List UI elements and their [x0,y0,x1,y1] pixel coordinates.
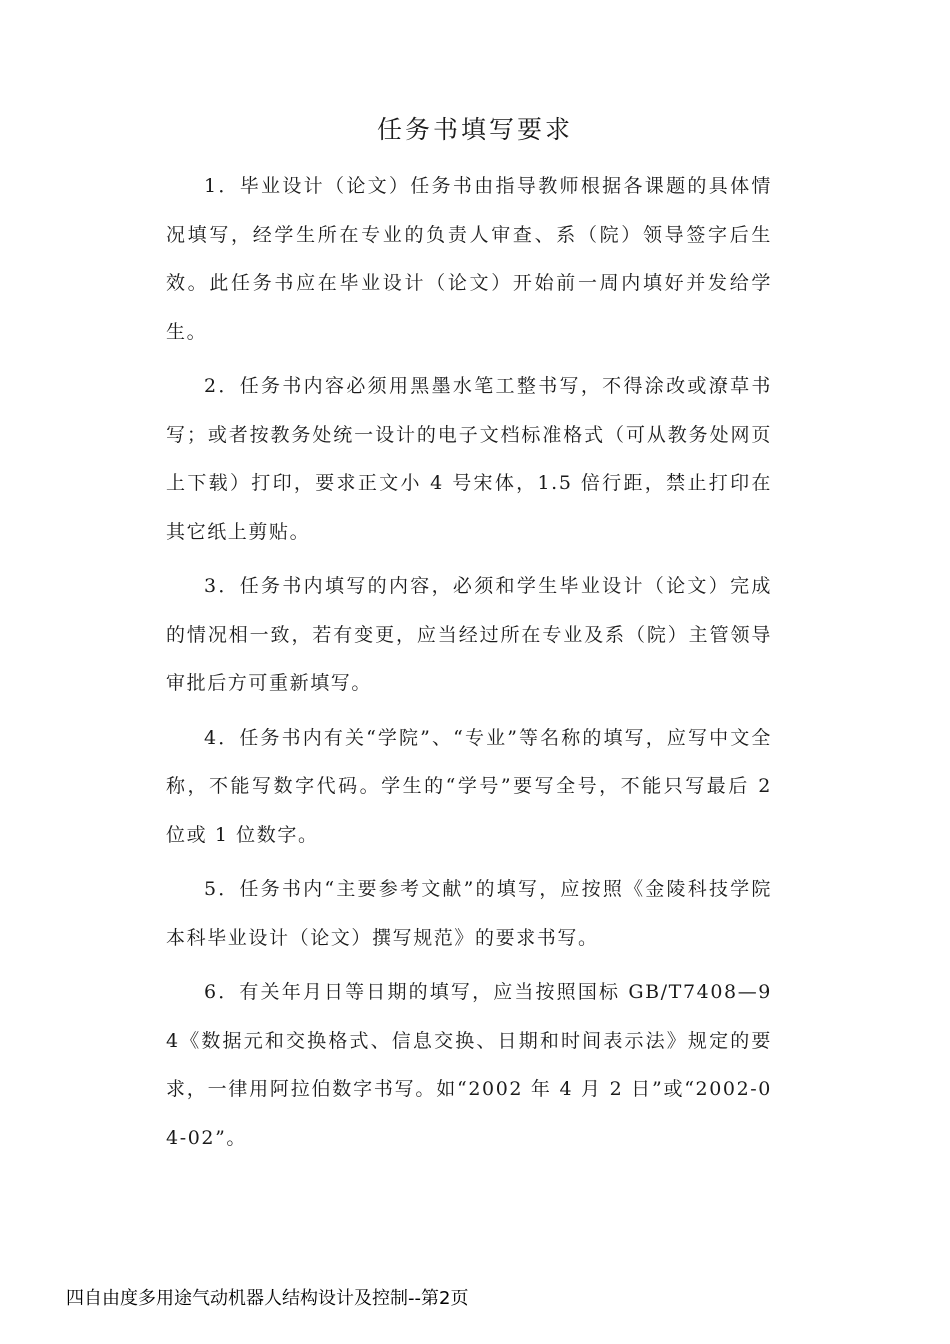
page-title: 任务书填写要求 [376,115,573,144]
requirement-paragraph-2: 2．任务书内容必须用黑墨水笔工整书写，不得涂改或潦草书写；或者按教务处统一设计的电子文档标准格式（可从教务处网页上下载）打印，要求正文小 4 号宋体，1.5 倍行距，禁止打印在其它纸上剪贴。 [166,375,772,543]
requirement-paragraph-3: 3．任务书内填写的内容，必须和学生毕业设计（论文）完成的情况相一致，若有变更，应当经过所在专业及系（院）主管领导审批后方可重新填写。 [166,575,772,694]
requirement-paragraph-1: 1．毕业设计（论文）任务书由指导教师根据各课题的具体情况填写，经学生所在专业的负责人审查、系（院）领导签字后生效。此任务书应在毕业设计（论文）开始前一周内填好并发给学生。 [166,175,772,343]
page-footer: 四自由度多用途气动机器人结构设计及控制--第2页 [66,1288,469,1309]
requirement-paragraph-5: 5．任务书内“主要参考文献”的填写，应按照《金陵科技学院本科毕业设计（论文）撰写规范》的要求书写。 [166,878,772,949]
requirements-body [166,162,772,1168]
requirement-paragraph-6: 6．有关年月日等日期的填写，应当按照国标 GB/T7408—94《数据元和交换格式、信息交换、日期和时间表示法》规定的要求，一律用阿拉伯数字书写。如“2002 年 4 月 2 日”或“2002-04-02”。 [166,981,772,1149]
requirement-paragraph-4: 4．任务书内有关“学院”、“专业”等名称的填写，应写中文全称，不能写数字代码。学生的“学号”要写全号，不能只写最后 2 位或 1 位数字。 [166,726,772,846]
